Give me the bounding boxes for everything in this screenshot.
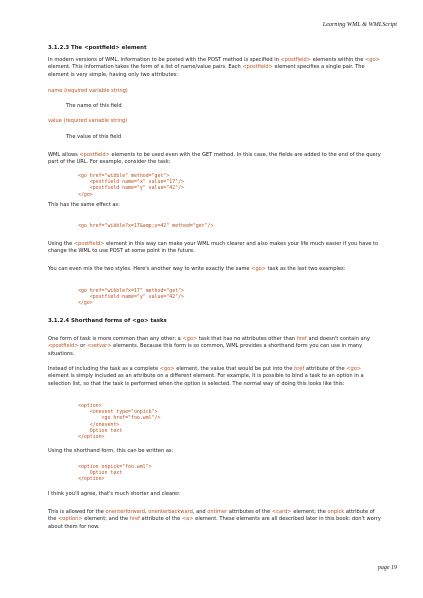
- running-header: Learning WML & WMLScript: [322, 21, 397, 28]
- attribute-value-description: The value of this field: [66, 134, 122, 140]
- paragraph-get-method: WML allows <postfield> elements to be used even with the GET method. In this case, the fields are added to the end of the query part of the URL. For example, consider the task:: [48, 152, 381, 166]
- paragraph-shorthand-written: Using the shorthand form, this can be written as:: [48, 448, 174, 454]
- section-heading-postfield: 3.1.2.3 The <postfield> element: [48, 45, 147, 51]
- paragraph-mix-styles: You can even mix the two styles. Here's another way to write exactly the same <go> task as the last two examples:: [48, 266, 346, 272]
- code-example-option-short: <option onpick="foo.wml"> Option text </option>: [78, 464, 152, 483]
- paragraph-same-effect: This has the same effect as:: [48, 202, 120, 208]
- page-number: page 19: [377, 565, 397, 571]
- code-example-go-get: <go href="wibble" method="get"> <postfield name="x" value="17"/> <postfield name="y" value="42"/> </go>: [78, 173, 184, 198]
- paragraph-common-task: One form of task is more common than any other: a <go> task that has no attributes other than href and doesn't contain any <postfield> or <setvar> elements. Because this form is so common, WML provides a shorthand form you can use in many situations.: [48, 336, 370, 357]
- code-example-go-query: <go href="wibble?x=17&amp;y=42" method="get"/>: [78, 223, 214, 229]
- paragraph-postfield-intro: In modern versions of WML, information to be posted with the POST method is specified in <postfield> elements within the <go> element. This information takes the form of a list of name/value pairs. Each <postfield> element specifies a single pair. The element is very simple, having only two attributes:: [48, 57, 380, 78]
- paragraph-shorthand-explanation: Instead of including the task as a complete <go> element, the value that would be put into the href attribute of the <go> element is simply included as an attribute on a different element. For example, it is possible to bind a task to an option in a selection list, so that the task is performed when the option is selected. The normal way of doing this looks like this:: [48, 366, 364, 387]
- section-heading-shorthand: 3.1.2.4 Shorthand forms of <go> tasks: [48, 318, 167, 324]
- paragraph-clearer-wml: Using the <postfield> element in this way can make your WML much clearer and also makes your life much easier if you have to change the WML to use POST at some point in the future.: [48, 241, 379, 255]
- paragraph-shorter-clearer: I think you'll agree, that's much shorter and clearer.: [48, 491, 181, 497]
- paragraph-allowed-attributes: This is allowed for the onenterforward, onenterbackward, and ontimer attributes of the <card> element; the onpick attribute of the <option> element; and the href attribute of the <a> element. These elements are all described later in this book: don't worry about them for now.: [48, 509, 381, 530]
- code-example-mixed: <go href="wibble?x=17" method="get"> <postfield name="y" value="42"/> </go>: [78, 288, 184, 307]
- attribute-name-description: The name of this field: [66, 103, 122, 109]
- attribute-value-term: value (required variable string): [48, 118, 128, 124]
- attribute-name-term: name (required variable string): [48, 88, 128, 94]
- code-example-option-long: <option> <onevent type="onpick"> <go href="foo.wml"/> </onevent> Option text </option>: [78, 403, 161, 441]
